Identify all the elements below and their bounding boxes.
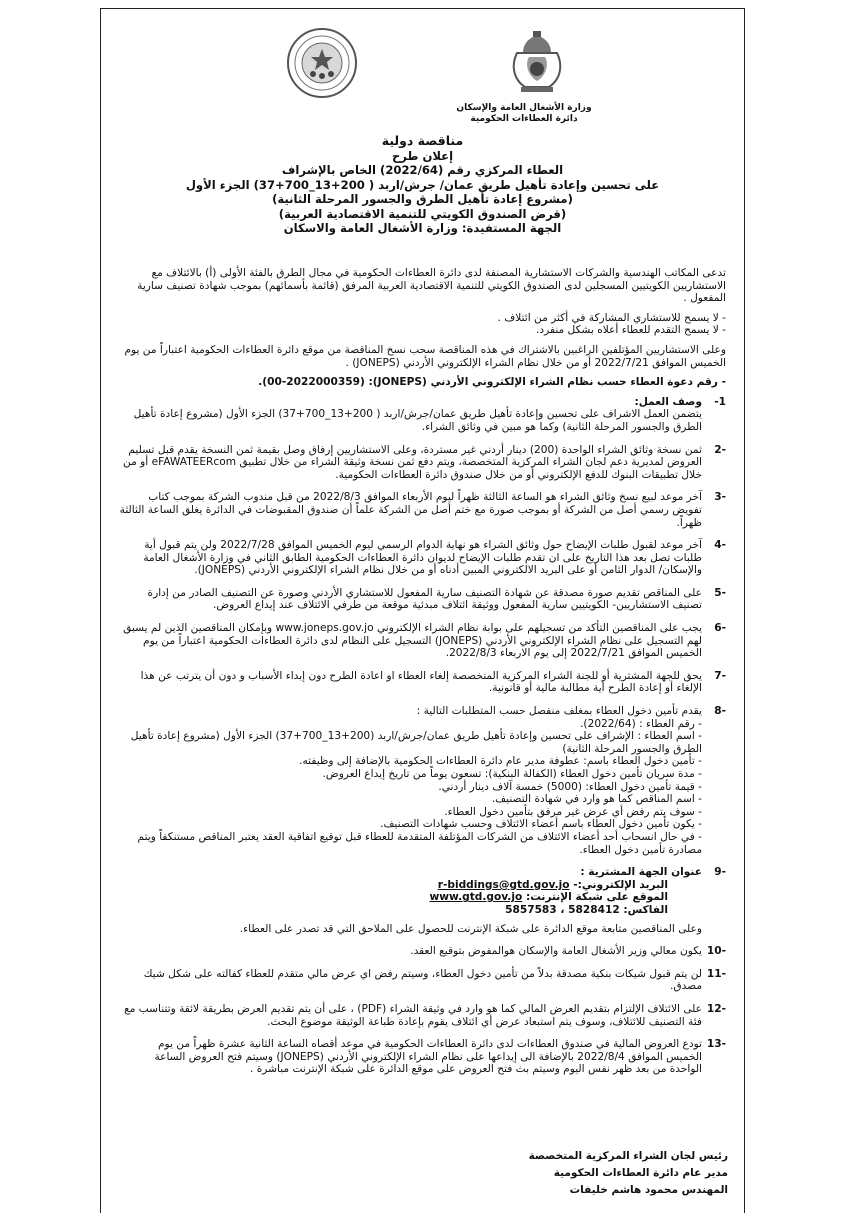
clause-12 [119, 1003, 726, 1028]
clause-5 [119, 587, 726, 612]
clause-number: -6 [714, 622, 726, 635]
clause-text: ثمن نسخة وثائق الشراء الواحدة (200) دينار أردني غير مستردة، وعلى الاستشاريين إرفاق وصل بقيمة ثمن النسخة يقدم قبل تسليم العروض لمديرية دعم لجان الشراء المركزية المتخصصة، ويتم دفع ثمن نسخة وثيقة الشراء من خلال تطبيق eFAWATEERcom أو من خلال تطبيقات البنوك للدفع الإلكتروني أو من خلال صندوق دائرة العطاءات الحكومية. [123, 443, 702, 481]
ministry-heading [424, 103, 624, 125]
clause-heading: عنوان الجهة المشترية : [580, 866, 702, 879]
clause-number: -10 [706, 945, 726, 958]
website-link[interactable]: www.gtd.gov.jo [429, 891, 523, 904]
announcement-titles [121, 134, 724, 236]
signatory-title: رئيس لجان الشراء المركزية المتخصصة [528, 1150, 728, 1162]
requirement-line: - تأمين دخول العطاء باسم: عطوفة مدير عام دائرة العطاءات الحكومية بالإضافة إلى وظيفته. [299, 755, 702, 768]
clause-13 [119, 1038, 726, 1076]
clause-number: -4 [714, 539, 726, 552]
requirement-line: - سوف يتم رفض أي عرض غير مرفق بتأمين دخول العطاء. [444, 805, 702, 818]
email-line [119, 879, 702, 892]
clause-text: لن يتم قبول شيكات بنكية مصدقة بدلاً من تأمين دخول العطاء، وسيتم رفض اي عرض مالي متقدم للعطاء كفالته على شكل شيك مصدق. [143, 967, 702, 993]
requirement-line: - رقم العطاء : (2022/64). [580, 717, 702, 730]
clause-number: -9 [714, 866, 726, 879]
department-name: دائرة العطاءات الحكومية [470, 114, 578, 124]
government-tenders-seal-icon [286, 27, 358, 99]
clause-number: -11 [706, 967, 726, 980]
title-project-phase: (مشروع إعادة تأهيل الطرق والجسور المرحلة الثانية) [272, 192, 573, 206]
document-frame [100, 8, 745, 1213]
clause-text: يتضمن العمل الاشراف على تحسين وإعادة تأهيل طريق عمان/جرش/اربد ( 200+13_700+37) الجزء الأول (مشروع إعادة تأهيل الطرق والجسور المرحلة الثانية) وكما هو مبين في وثائق الشراء. [133, 408, 702, 433]
title-beneficiary: الجهة المستفيدة: وزارة الأشغال العامة والاسكان [283, 221, 562, 235]
email-label: البريد الإلكتروني:- [573, 878, 668, 891]
website-label: الموقع على شبكة الإنترنت: [525, 891, 668, 904]
clause-number: -2 [714, 443, 726, 456]
clause-number: -7 [714, 669, 726, 682]
title-announcement: إعلان طرح [391, 148, 454, 163]
clause-2 [119, 444, 726, 482]
signatory-position: مدير عام دائرة العطاءات الحكومية [553, 1167, 728, 1179]
intro-paragraph: تدعى المكاتب الهندسية والشركات الاستشارية المصنفة لدى دائرة العطاءات الحكومية في مجال الطرق بالفئة الأولى (أ) بالائتلاف مع الاستشاريين الكويتيين المسجلين لدى الصندوق الكويتي للتنمية الاقتصادية العربية المرفق (قائمة بأسمائهم) بموجب شهادة تصنيف سارية المفعول . [137, 267, 726, 305]
letterhead [101, 9, 744, 127]
clause-text: على المناقص تقديم صورة مصدقة عن شهادة التصنيف سارية المفعول للاستشاري الأردني وصورة عن التصنيف الصادر من إدارة تصنيف الاستشاريين- الكويتيين سارية المفعول ووثيقة ائتلاف مبدئية موقعة من طرفي الائتلاف عند إيداع العروض. [147, 586, 702, 612]
clause-text: تودع العروض المالية في صندوق العطاءات لدى دائرة العطاءات الحكومية في موعد أقصاه الساعة الثانية عشرة ظهراً من يوم الخميس الموافق 2022/8/4 بالإضافة الى إيداعها على نظام الشراء الإلكتروني الأردني (JONEPS) وسيتم فتح العروض الساعة الواحدة من بعد ظهر نفس اليوم وسيتم بث فتح العروض على موقع الدائرة على شبكة الإنترنت مباشرة . [154, 1038, 702, 1076]
fax-label: الفاكس: [623, 903, 668, 916]
requirement-line: - مدة سريان تأمين دخول العطاء (الكفالة البنكية): تسعون يوماً من تاريخ إيداع العروض. [322, 768, 702, 780]
clause-number: 1- [714, 395, 726, 408]
clause-number: -13 [706, 1038, 726, 1051]
clause-7 [119, 670, 726, 695]
clause-text: يقدم تأمين دخول العطاء بمغلف منفصل حسب المتطلبات التالية : [416, 705, 702, 718]
requirement-line: - في حال انسحاب أحد أعضاء الائتلاف من الشركات المؤتلفة المتقدمة للعطاء قبل توقيع اتفاقية العقد يعتبر المناقص مستنكفاً ويتم مصادرة تأمين دخول العطاء. [137, 830, 702, 856]
requirement-line: - اسم المناقص كما هو وارد في شهادة التصنيف. [491, 793, 702, 806]
website-line [119, 891, 702, 904]
title-international-tender: مناقصة دولية [381, 133, 464, 148]
title-funding: (قرض الصندوق الكويتي للتنمية الاقتصادية العربية) [278, 206, 567, 221]
title-tender-number: العطاء المركزي رقم (2022/64) الخاص بالإشراف [281, 163, 564, 177]
clause-1 [119, 396, 726, 434]
intro-bullet: - لا يسمح للاستشاري المشاركة في أكثر من ائتلاف . [497, 311, 726, 324]
addenda-note: وعلى المناقصين متابعة موقع الدائرة على شبكة الإنترنت للحصول على الملاحق التي قد تصدر على العطاء. [239, 922, 702, 935]
clause-11 [119, 968, 726, 993]
clause-9 [119, 866, 726, 935]
clause-number: -3 [714, 491, 726, 504]
clause-8 [119, 705, 726, 856]
download-paragraph: وعلى الاستشاريين المؤتلفين الراغبين بالاشتراك في هذه المناقصة سحب نسخ المناقصة من موقع دائرة العطاءات الحكومية اعتباراً من يوم الخميس الموافق 2022/7/21 أو من خلال نظام الشراء الإلكتروني الأردني (JONEPS) . [124, 343, 726, 369]
document-body [119, 267, 726, 1086]
invitation-number: - رقم دعوة العطاء حسب نظام الشراء الإلكتروني الأردني (JONEPS): (00-2022000359). [258, 376, 726, 389]
clause-number: -8 [714, 705, 726, 718]
clause-10 [119, 945, 726, 958]
clause-number: -12 [706, 1002, 726, 1015]
fax-numbers: 5828412 ، 5857583 [505, 903, 620, 916]
clause-heading: وصف العمل: [634, 395, 702, 408]
clause-text: على الائتلاف الإلتزام بتقديم العرض المالي كما هو وارد في وثيقة الشراء (PDF) ، على أن يتم تقديم العرض بطريقة لائقة وتتناسب مع فئة التصنيف للائتلاف، وسوف يتم استبعاد عرض أي ائتلاف يقوم بإعادة طباعة الوثيقة موضوع البحث. [124, 1002, 702, 1028]
clause-text: يحق للجهة المشترية أو للجنة الشراء المركزية المتخصصة إلغاء العطاء او اعادة الطرح دون إبداء الأسباب و دون أن يترتب عن هذا الإلغاء أو إعادة الطرح أية مطالبة مالية أو قانونية. [140, 669, 702, 695]
title-project-road: على تحسين وإعادة تأهيل طريق عمان/ جرش/اربد ( 200+13_700+37) الجزء الأول [185, 177, 660, 192]
requirement-line: - يكون تأمين دخول العطاء باسم أعضاء الائتلاف وحسب شهادات التصنيف. [380, 818, 702, 831]
clause-text: يكون معالي وزير الأشغال العامة والإسكان هوالمفوض بتوقيع العقد. [410, 945, 702, 958]
signatory-name: المهندس محمود هاشم خليفات [569, 1184, 728, 1196]
jordan-coat-of-arms-icon [505, 31, 569, 93]
requirement-line: - قيمة تأمين دخول العطاء: (5000) خمسة آلاف دينار أردني. [438, 780, 702, 793]
clause-3 [119, 491, 726, 529]
clause-text: آخر موعد لبيع نسخ وثائق الشراء هو الساعة الثالثة ظهراً ليوم الأربعاء الموافق 2022/8/3 من قبل مندوب الشركة بموجب كتاب تفويض رسمي أصل من الشركة أو بموجب صورة مع ختم أصل من الشركة علماً أن صندوق المقبوضات في الدائرة يغلق الساعة الثالثة ظهراً. [119, 491, 702, 529]
signature-block [529, 1148, 728, 1199]
email-link[interactable]: r-biddings@gtd.gov.jo [437, 878, 570, 891]
clause-text: آخر موعد لقبول طلبات الإيضاح حول وثائق الشراء هو نهاية الدوام الرسمي ليوم الخميس الموافق 2022/7/28 ولن يتم قبول أية طلبات تصل بعد هذا التاريخ على ان تقدم طلبات الإيضاح لديوان دائرة العطاءات الحكومية الطابق الثاني في وزارة الأشغال العامة والإسكان/ الدوار الثامن أو على البريد الالكتروني المبين أدناه أو من خلال نظام الشراء الإلكتروني الأردني (JONEPS). [143, 539, 702, 577]
clause-6 [119, 622, 726, 660]
fax-line [119, 904, 702, 917]
ministry-name: وزارة الأشغال العامة والإسكان [456, 103, 592, 113]
clause-text: يجب على المناقصين التأكد من تسجيلهم على بوابة نظام الشراء الإلكتروني www.joneps.gov.jo وبإمكان المناقصين الذين لم يسبق لهم التسجيل على نظام الشراء الإلكتروني الأردني (JONEPS) التسجيل على النظام لدى دائرة العطاءات الحكومية اعتباراً من يوم الخميس الموافق 2022/7/21 إلى يوم الاربعاء 2022/8/3. [123, 622, 702, 660]
clause-4 [119, 539, 726, 577]
intro-bullet: - لا يسمح التقدم للعطاء أعلاه بشكل منفرد. [536, 324, 726, 337]
requirement-line: - اسم العطاء : الإشراف على تحسين وإعادة تأهيل طريق عمان/جرش/اربد (200+13_700+37) الجزء الأول (مشروع إعادة تأهيل الطرق والجسور المرحلة الثانية) [130, 730, 702, 755]
clause-number: -5 [714, 586, 726, 599]
